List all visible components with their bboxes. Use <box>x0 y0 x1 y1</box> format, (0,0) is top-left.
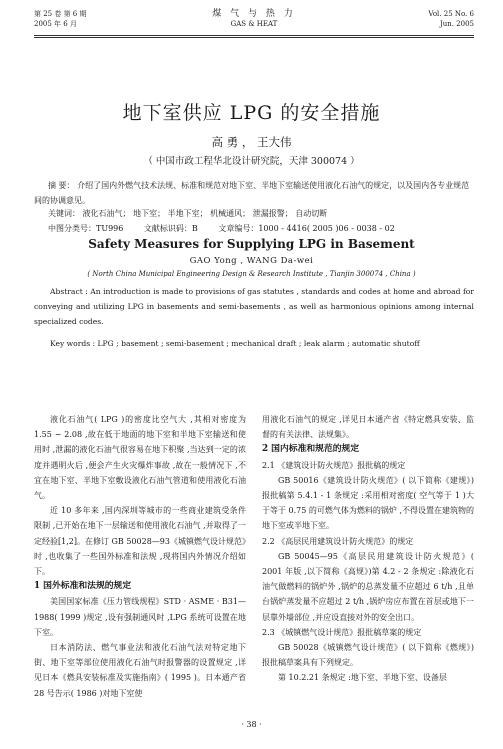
page-number: · 38 · <box>241 720 262 729</box>
body-left-column <box>34 412 246 701</box>
english-abstract: Abstract : An introduction is made to provisions of gas statutes , standards and codes at home and abroad for conveying and utilizing LPG in basements and semi-basements , as well as harmonious opinions among internal specialized codes. <box>34 287 474 326</box>
document-code: 文献标识码：B <box>143 224 198 233</box>
running-header <box>34 9 474 33</box>
english-keywords: Key words : LPG ; basement ; semi-basement ; mechanical draft ; leak alarm ; automatic shutoff <box>50 339 420 348</box>
volume-issue: 第 25 卷 第 6 期 <box>34 10 87 18</box>
english-authors: GAO Yong , WANG Da-wei <box>189 256 314 266</box>
body-paragraph: 第 10.2.21 条规定 :地下室、半地下室、设备层 <box>278 673 447 683</box>
body-paragraph: 日本消防法、燃气事业法和液化石油气法对特定地下街、地下室等部位使用液化石油气时报警器的设置规定 ,详见日本《燃具安装标准及实施指南》( 1995 )。日本通产省 28 号告示( 1986 )对地下室使 <box>34 643 246 698</box>
keywords-cn: 关键词： 液化石油气； 地下室； 半地下室； 机械通风； 泄漏报警； 自动切断 <box>48 209 328 218</box>
body-paragraph: GB 50016《建筑设计防火规范》( 以下简称《建规》)报批稿第 5.4.1 - 1 条规定 :采用相对密度( 空气等于 1 )大于等于 0.75 的可燃气体为燃料的锅炉 ,不得设置在建筑物的地下室或半地下室。 <box>262 475 474 531</box>
header-rule <box>34 35 474 36</box>
header-rule-double <box>34 37 474 38</box>
volume-issue-en: Vol. 25 No. 6 <box>428 10 474 18</box>
body-paragraph: 液化石油气( LPG )的密度比空气大 ,其相对密度为 1.55 ~ 2.08 ,故在低于地面的地下室和半地下室输送和使用时 ,泄漏的液化石油气很容易在地下积聚 ,当达到一定的浓度并遇明火后 ,便会产生火灾爆炸事故 ,故在一般情况下 ,不宜在地下室、半地下室敷设液化石油气管道和使用液化石油气。 <box>34 415 246 501</box>
body-paragraph: GB 50028《城镇燃气设计规范》( 以下简称《燃规》)报批稿草案具有下列规定。 <box>262 643 474 668</box>
subsection-heading: 2.2 《高层民用建筑设计防火规范》的规定 <box>262 536 414 546</box>
author-list: 高 勇 ， 王大伟 <box>211 135 292 149</box>
issue-date-en: Jun. 2005 <box>439 20 474 28</box>
paper-title: 地下室供应 LPG 的安全措施 <box>122 102 381 124</box>
journal-name-cn: 煤 气 与 热 力 <box>212 9 296 19</box>
english-title: Safety Measures for Supplying LPG in Basement <box>88 237 415 251</box>
issue-date: 2005 年 6 月 <box>34 20 77 28</box>
classification-line <box>34 221 488 236</box>
abstract-cn: 摘 要： 介绍了国内外燃气技术法规、标准和规范对地下室、半地下室输送使用液化石油气的规定，以及国内各专业规范间的协调意见。 <box>34 181 470 205</box>
subsection-heading: 2.3 《城镇燃气设计规范》报批稿草案的规定 <box>262 627 422 637</box>
article-number: 文章编号：1000 - 4416( 2005 )06 - 0038 - 02 <box>218 224 395 233</box>
journal-issue-en <box>428 9 474 29</box>
english-affiliation: ( North China Municipal Engineering Design & Research Institute , Tianjin 300074 , China ) <box>87 270 416 278</box>
body-paragraph: GB 50045—95《高层民用建筑设计防火规范》( 2001 年版 ,以下简称《高规》)第 4.2 - 2 条规定 :除液化石油气做燃料的锅炉外 ,锅炉的总蒸发量不应超过 6 t/h ,且单台锅炉蒸发量不应超过 2 t/h ,锅炉房应布置在首层或地下一层靠外墙部位 ,并应设直接对外的安全出口。 <box>262 551 474 622</box>
body-paragraph: 美国国家标准《压力管线规程》STD · ASME · B31—1988( 1999 )规定 ,设有强制通风时 ,LPG 系统可设置在地下室。 <box>34 597 246 637</box>
body-paragraph: 近 10 多年来 ,国内深圳等城市的一些商业建筑受条件限制 ,已开始在地下一层输送和使用液化石油气 ,并取得了一定经验[1,2]。在修订 GB 50028—93《城镇燃气设计规范》时 ,也收集了一些国外标准和法规 ,现将国内外情况介绍如下。 <box>34 506 246 577</box>
body-paragraph: 用液化石油气的规定 ,详见日本通产省《特定燃具安装、监督的有关法律、法规集》。 <box>262 415 474 440</box>
journal-name <box>34 9 474 29</box>
clc-number: 中图分类号：TU996 <box>48 224 124 233</box>
section-heading: 1 国外标准和法规的规定 <box>34 581 132 592</box>
journal-name-en: GAS & HEAT <box>230 20 278 28</box>
section-heading: 2 国内标准和规范的规定 <box>262 444 360 455</box>
body-right-column <box>262 412 474 686</box>
affiliation: （ 中国市政工程华北设计研究院，天津 300074 ） <box>143 156 360 167</box>
subsection-heading: 2.1 《建筑设计防火规范》报批稿的规定 <box>262 460 406 470</box>
